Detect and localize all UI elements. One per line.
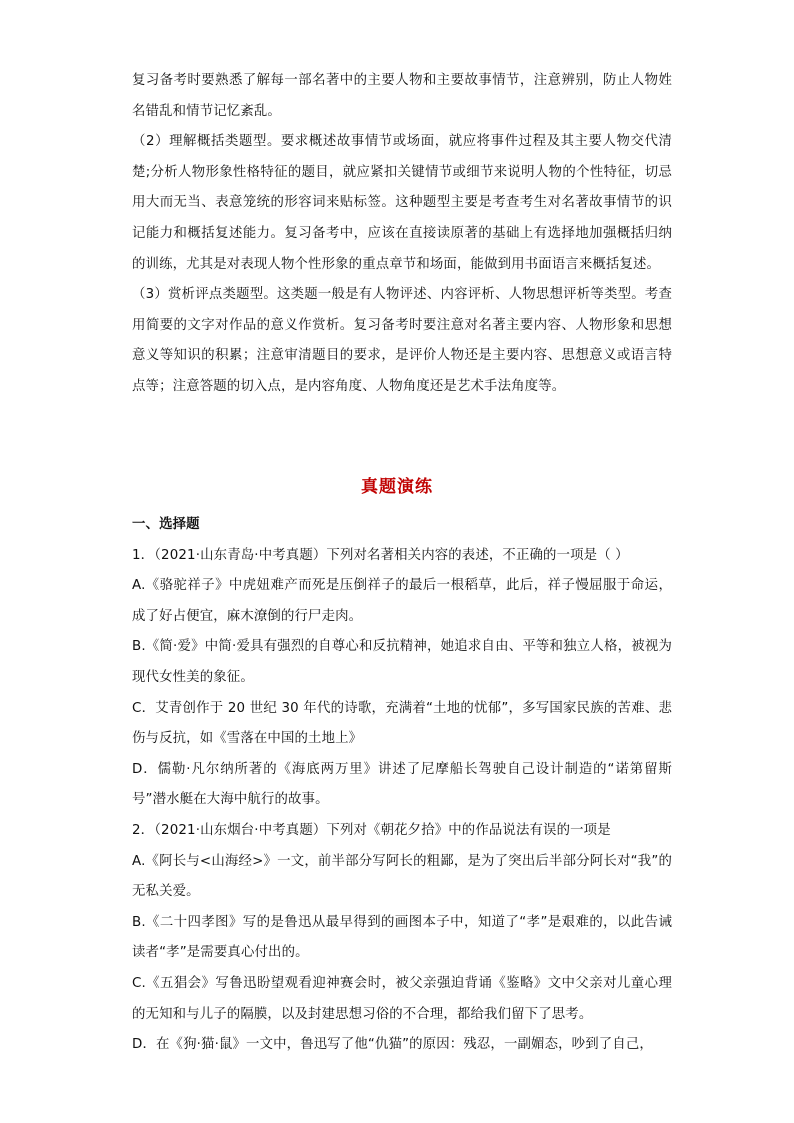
question-2-option-b: B.《二十四孝图》写的是鲁迅从最早得到的画图本子中，知道了“孝”是艰难的，以此告诫读者“孝”是需要真心付出的。 [132,914,672,961]
intro-paragraph-3: （3）赏析评点类题型。这类题一般是有人物评述、内容评析、人物思想评析等类型。考查用简要的文字对作品的意义作赏析。复习备考时要注意对名著主要内容、人物形象和思想意义等知识的积累；注意审清题目的要求，是评价人物还是主要内容、思想意义或语言特点等；注意答题的切入点，是内容角度、人物角度还是艺术手法角度等。 [132,287,672,394]
section-heading: 真题演练 [361,477,433,497]
question-1-stem: 1．（2021·山东青岛·中考真题）下列对名著相关内容的表述，不正确的一项是（ ） [132,547,629,563]
section-title: 一、选择题 [132,517,200,532]
intro-section [132,66,672,403]
question-1-option-c: C．艾青创作于 20 世纪 30 年代的诗歌，充满着“土地的忧郁”，多写国家民族的苦难、悲伤与反抗，如《雪落在中国的土地上》 [132,700,672,747]
question-2-option-a: A.《阿长与<山海经>》一文，前半部分写阿长的粗鄙，是为了突出后半部分阿长对“我”的无私关爱。 [132,853,672,900]
question-2-option-c: C.《五猖会》写鲁迅盼望观看迎神赛会时，被父亲强迫背诵《鉴略》文中父亲对儿童心理的无知和与儿子的隔膜，以及封建思想习俗的不合理，都给我们留下了思考。 [132,975,672,1022]
question-1-option-d: D．儒勒·凡尔纳所著的《海底两万里》讲述了尼摩船长驾驶自己设计制造的“诺第留斯号”潜水艇在大海中航行的故事。 [132,761,672,808]
questions-section [132,510,672,1061]
question-1-option-a: A.《骆驼祥子》中虎妞难产而死是压倒祥子的最后一根稻草，此后，祥子慢屈服于命运，成了好占便宜，麻木潦倒的行尸走肉。 [132,578,672,624]
intro-paragraph-1: 复习备考时要熟悉了解每一部名著中的主要人物和主要故事情节，注意辨别，防止人物姓名错乱和情节记忆紊乱。 [132,73,672,119]
intro-paragraph-2: （2）理解概括类题型。要求概述故事情节或场面，就应将事件过程及其主要人物交代清楚;分析人物形象性格特征的题目，就应紧扣关键情节或细节来说明人物的个性特征，切忌用大而无当、表意笼统的形容词来贴标签。这种题型主要是考查考生对名著故事情节的识记能力和概括复述能力。复习备考中，应该在直接读原著的基础上有选择地加强概括归纳的训练，尤其是对表现人物个性形象的重点章节和场面，能做到用书面语言来概括复述。 [132,134,672,272]
question-1-option-b: B.《简·爱》中简·爱具有强烈的自尊心和反抗精神，她追求自由、平等和独立人格，被视为现代女性美的象征。 [132,639,672,685]
question-2-stem: 2．（2021·山东烟台·中考真题）下列对《朝花夕拾》中的作品说法有误的一项是 [132,822,611,838]
question-2-option-d: D．在《狗·猫·鼠》一文中，鲁迅写了他“仇猫”的原因：残忍，一副媚态，吵到了自己， [132,1037,653,1053]
